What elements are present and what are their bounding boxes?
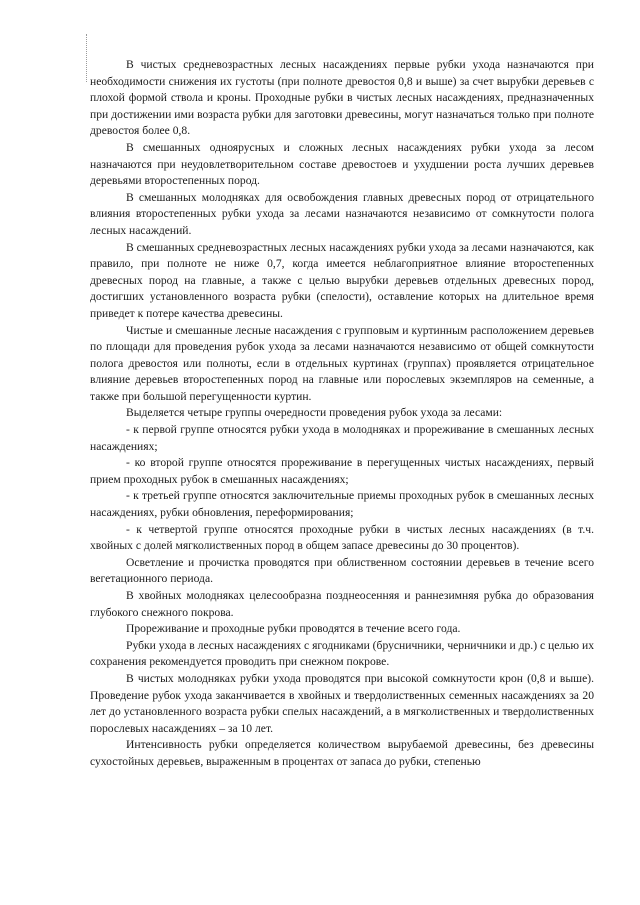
list-item-group-4: - к четвертой группе относятся проходные рубки в чистых лесных насаждениях (в т.ч. хвойных с долей мягколиственных пород в общем запасе древесины до 30 процентов). — [90, 522, 594, 553]
paragraph-mixed-young-stands: В смешанных молодняках для освобождения главных древесных пород от отрицательного влияния второстепенных рубки ухода за лесами назначаются независимо от сомкнутости полога лесных насаждений. — [90, 190, 594, 237]
paragraph-intensity: Интенсивность рубки определяется количеством вырубаемой древесины, без древесины сухостойных деревьев, выраженным в процентах от запаса до рубки, степенью — [90, 738, 594, 768]
paragraph-pure-young-stands: В чистых молодняках рубки ухода проводятся при высокой сомкнутости крон (0,8 и выше). Проведение рубок ухода заканчивается в хвойных и твердолиственных семенных насаждениях за 20 лет до установленного возраста рубки спелых насаждений, а в мягколиственных и твердолиственных порослевых насаждениях – за 10 лет. — [90, 671, 594, 735]
list-item-group-2: - ко второй группе относятся прореживание в перегущенных чистых насаждениях, первый прием проходных рубок в смешанных насаждениях; — [90, 456, 594, 486]
paragraph-berry-stands: Рубки ухода в лесных насаждениях с ягодниками (брусничники, черничники и др.) с целью их сохранения рекомендуется проводить при снежном покрове. — [90, 638, 594, 669]
paragraph-cleaning: Осветление и прочистка проводятся при облиственном состоянии деревьев в течение всего вегетационного периода. — [90, 555, 594, 586]
paragraph-mixed-stands: В смешанных одноярусных и сложных лесных насаждениях рубки ухода за лесом назначаются при неудовлетворительном составе древостоев и ухудшении роста лучших деревьев деревьями второстепенных пород. — [90, 140, 594, 188]
paragraph-year-round: Прореживание и проходные рубки проводятся в течение всего года. — [126, 622, 461, 636]
list-item-group-1: - к первой группе относятся рубки ухода в молодняках и прореживание в смешанных лесных насаждениях; — [90, 423, 594, 453]
list-item-group-3: - к третьей группе относятся заключительные приемы проходных рубок в смешанных лесных насаждениях, рубки обновления, переформирования; — [90, 489, 594, 520]
paragraph-group-stands: Чистые и смешанные лесные насаждения с групповым и куртинным расположением деревьев по площади для проведения рубок ухода за лесами назначаются независимо от общей сомкнутости полога древостоя или полноты, если в отдельных куртинах (группах) проявляется отрицательное влияние деревьев второстепенных пород на главные или порослевых экземпляров на семенные, а также при большой перегущенности куртин. — [90, 323, 594, 403]
paragraph-thinning-pure-stands: В чистых средневозрастных лесных насаждениях первые рубки ухода назначаются при необходимости снижения их густоты (при полноте древостоя 0,8 и выше) за счет вырубки деревьев с плохой формой ствола и кроны. Проходные рубки в чистых лесных насаждениях, предназначенных при достижении ими возраста рубки для заготовки древесины, могут назначаться только при полноте древостоя более 0,8. — [90, 58, 594, 138]
binding-margin-mark — [86, 34, 88, 82]
paragraph-priority-groups-intro: Выделяется четыре группы очередности проведения рубок ухода за лесами: — [126, 406, 503, 420]
document-body — [90, 57, 594, 771]
paragraph-conifer-young: В хвойных молодняках целесообразна позднеосенняя и раннезимняя рубка до образования глубокого снежного покрова. — [90, 589, 594, 619]
paragraph-mixed-middle-aged: В смешанных средневозрастных лесных насаждениях рубки ухода за лесами назначаются, как правило, при полноте не ниже 0,7, когда имеется неблагоприятное влияние второстепенных древесных пород на главные, а также с целью вырубки деревьев отдельных древесных пород, достигших установленного возраста рубки (спелости), оставление которых на длительное время приведет к потере качества древесины. — [90, 240, 594, 320]
